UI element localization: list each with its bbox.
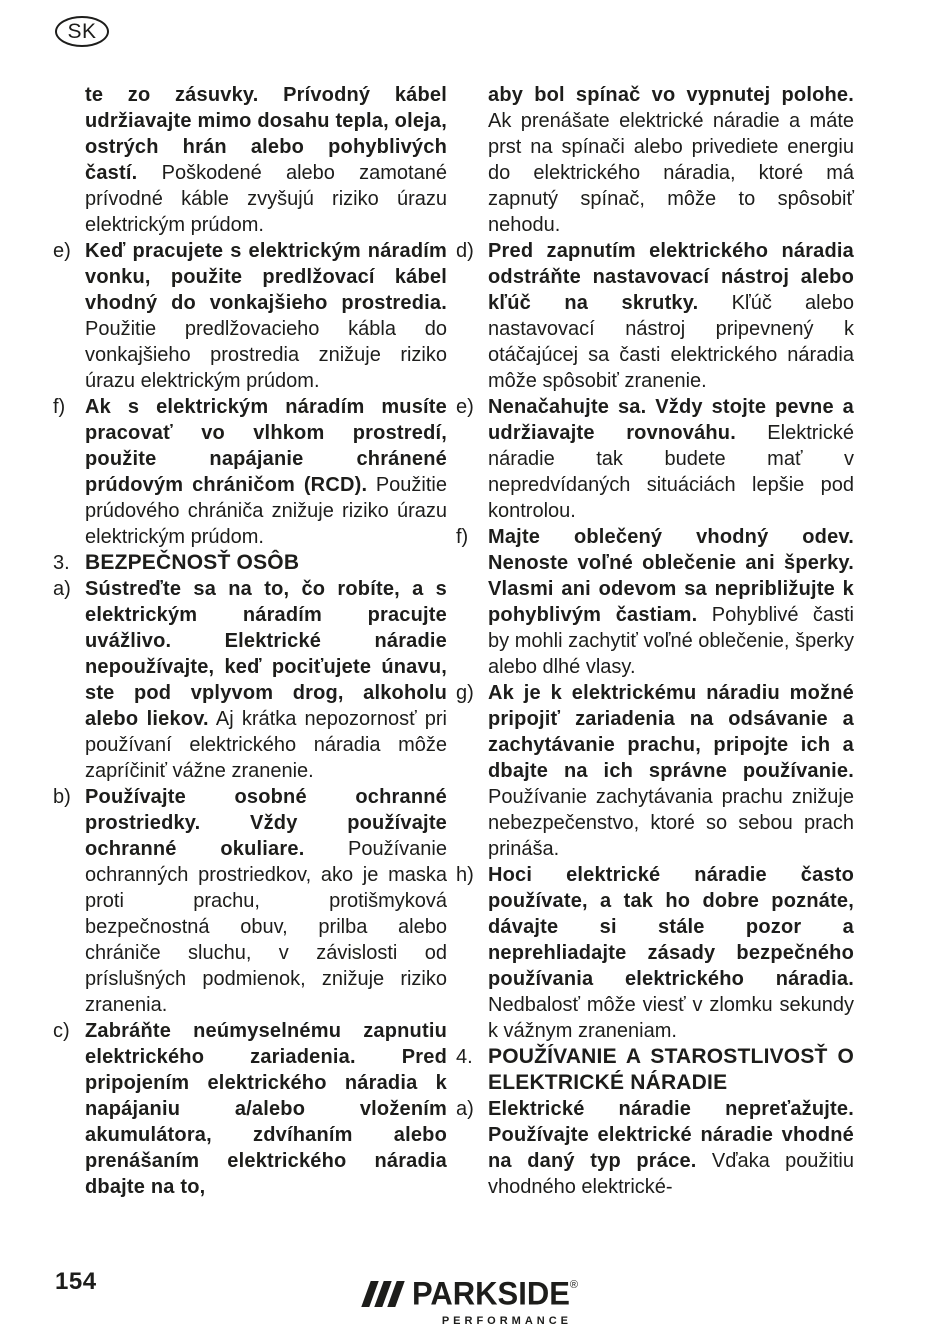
item-regular-text: Ak prenášate elektrické náradie a máte prst na spínači alebo privediete energiu do elektrického náradia, ktoré má zapnutý spínač, môže to spôsobiť nehodu. [488,110,854,236]
section-heading [456,1044,854,1096]
item-marker: e) [456,396,474,418]
list-item [456,1096,854,1200]
section-heading [53,550,447,576]
item-bold-text: te zo zásuvky. Prívodný kábel udržiavajte mimo dosahu tepla, oleja, ostrých hrán alebo pohyblivých častí. [85,84,447,184]
list-item [53,576,447,784]
item-text [488,394,854,524]
language-badge [55,16,109,47]
list-item [456,680,854,862]
item-bold-text: Majte oblečený vhodný odev. Nenoste voľné oblečenie ani šperky. Vlasmi ani odevom sa nepribližujte k pohyblivým častiam. [488,526,854,626]
item-regular-text: Použitie predlžovacieho kábla do vonkajšieho prostredia znižuje riziko úrazu elektrickým prúdom. [85,318,447,392]
item-marker: h) [456,864,474,886]
item-marker: d) [456,240,474,262]
list-item [456,524,854,680]
item-regular-text: Nedbalosť môže viesť v zlomku sekundy k vážnym zraneniam. [488,994,854,1042]
item-bold-text: Nenačahujte sa. Vždy stojte pevne a udržiavajte rovnováhu. [488,396,854,444]
parkside-logo [366,1276,578,1327]
item-marker: f) [53,396,66,418]
item-regular-text: Elektrické náradie tak budete mať v nepredvídaných situáciách lepšie pod kontrolou. [488,422,854,522]
item-bold-text: Používajte osobné ochranné prostriedky. Vždy používajte ochranné okuliare. [85,786,447,860]
section-heading-text [85,550,447,576]
list-item [456,82,854,238]
item-bold-text: Elektrické náradie nepreťažujte. Používajte elektrické náradie vhodné na daný typ práce. [488,1098,854,1172]
list-item [53,1018,447,1200]
item-bold-text: Ak je k elektrickému náradiu možné pripojiť zariadenia na odsávanie a zachytávanie prachu, pripojte ich a dbajte na ich správne používanie. [488,682,854,782]
item-regular-text: Vďaka použitiu vhodného elektrické- [488,1150,855,1198]
item-text [488,524,854,680]
item-text [488,862,854,1044]
logo-row [366,1276,578,1312]
item-marker: b) [53,786,71,808]
item-bold-text: Sústreďte sa na to, čo robíte, a s elektrickým náradím pracujte uvážlivo. Elektrické náradie nepoužívajte, keď pociťujete únavu, ste pod vplyvom drog, alkoholu alebo liekov. [85,578,447,730]
item-bold-text: BEZPEČNOSŤ OSÔB [85,551,300,574]
item-regular-text: Použitie prúdového chrániča znižuje riziko úrazu elektrickým prúdom. [85,474,447,548]
item-marker: e) [53,240,71,262]
registered-mark: ® [569,1278,579,1291]
item-marker: a) [53,578,71,600]
item-bold-text: aby bol spínač vo vypnutej polohe. [488,84,854,106]
list-item [53,784,447,1018]
item-regular-text: Používanie ochranných prostriedkov, ako je maska proti prachu, protišmyková bezpečnostná obuv, prilba alebo chrániče sluchu, v závislosti od príslušných podmienok, znižuje riziko zranenia. [85,838,447,1016]
list-item [456,862,854,1044]
item-text [488,82,854,238]
list-item [53,82,447,238]
item-text [85,576,447,784]
item-regular-text: Pohyblivé časti by mohli zachytiť voľné oblečenie, šperky alebo dlhé vlasy. [488,604,854,678]
item-bold-text: Hoci elektrické náradie často používate, a tak ho dobre poznáte, dávajte si stále pozor a neprehliadajte zásady bezpečného používania elektrického náradia. [488,864,854,990]
item-bold-text: Pred zapnutím elektrického náradia odstráňte nastavovací nástroj alebo kľúč na skrutky. [488,240,854,314]
item-text [85,1018,447,1200]
item-marker: f) [456,526,469,548]
item-text [85,82,447,238]
item-regular-text: Kľúč alebo nastavovací nástroj pripevnený k otáčajúcej sa časti elektrického náradia môže spôsobiť zranenie. [488,292,854,392]
list-item [53,394,447,550]
page-number: 154 [55,1268,97,1295]
item-marker: a) [456,1098,474,1120]
item-text [488,238,854,394]
list-item [456,394,854,524]
item-text [488,1096,854,1200]
section-heading-text [488,1044,854,1096]
item-regular-text: Používanie zachytávania prachu znižuje nebezpečenstvo, ktoré so sebou prach prináša. [488,786,854,860]
language-badge-label: SK [67,19,97,43]
section-number: 3. [53,552,70,574]
logo-brand-text: PARKSIDE® [412,1275,579,1312]
list-item [456,238,854,394]
item-text [85,238,447,394]
right-column [456,82,854,1200]
item-text [85,394,447,550]
item-bold-text: Ak s elektrickým náradím musíte pracovať vo vlhkom prostredí, použite napájanie chránené prúdovým chráničom (RCD). [85,396,447,496]
item-marker: c) [53,1020,70,1042]
section-number: 4. [456,1046,473,1068]
item-regular-text: Poškodené alebo zamotané prívodné káble zvyšujú riziko úrazu elektrickým prúdom. [85,162,447,236]
item-text [488,680,854,862]
item-regular-text: Aj krátka nepozornosť pri používaní elektrického náradia môže zapríčiniť vážne zranenie. [85,708,447,782]
item-bold-text: Zabráňte neúmyselnému zapnutiu elektrického zariadenia. Pred pripojením elektrického náradia k napájaniu a/alebo vložením akumulátora, zdvíhaním alebo prenášaním elektrického náradia dbajte na to, [85,1020,447,1198]
list-item [53,238,447,394]
item-bold-text: Keď pracujete s elektrickým náradím vonku, použite predlžovací kábel vhodný do vonkajšieho prostredia. [85,240,447,314]
logo-tagline: PERFORMANCE [441,1315,573,1327]
logo-slashes-icon [361,1281,404,1307]
item-text [85,784,447,1018]
item-bold-text: POUŽÍVANIE A STAROSTLIVOSŤ O ELEKTRICKÉ NÁRADIE [488,1045,854,1094]
left-column [53,82,447,1200]
item-marker: g) [456,682,474,704]
